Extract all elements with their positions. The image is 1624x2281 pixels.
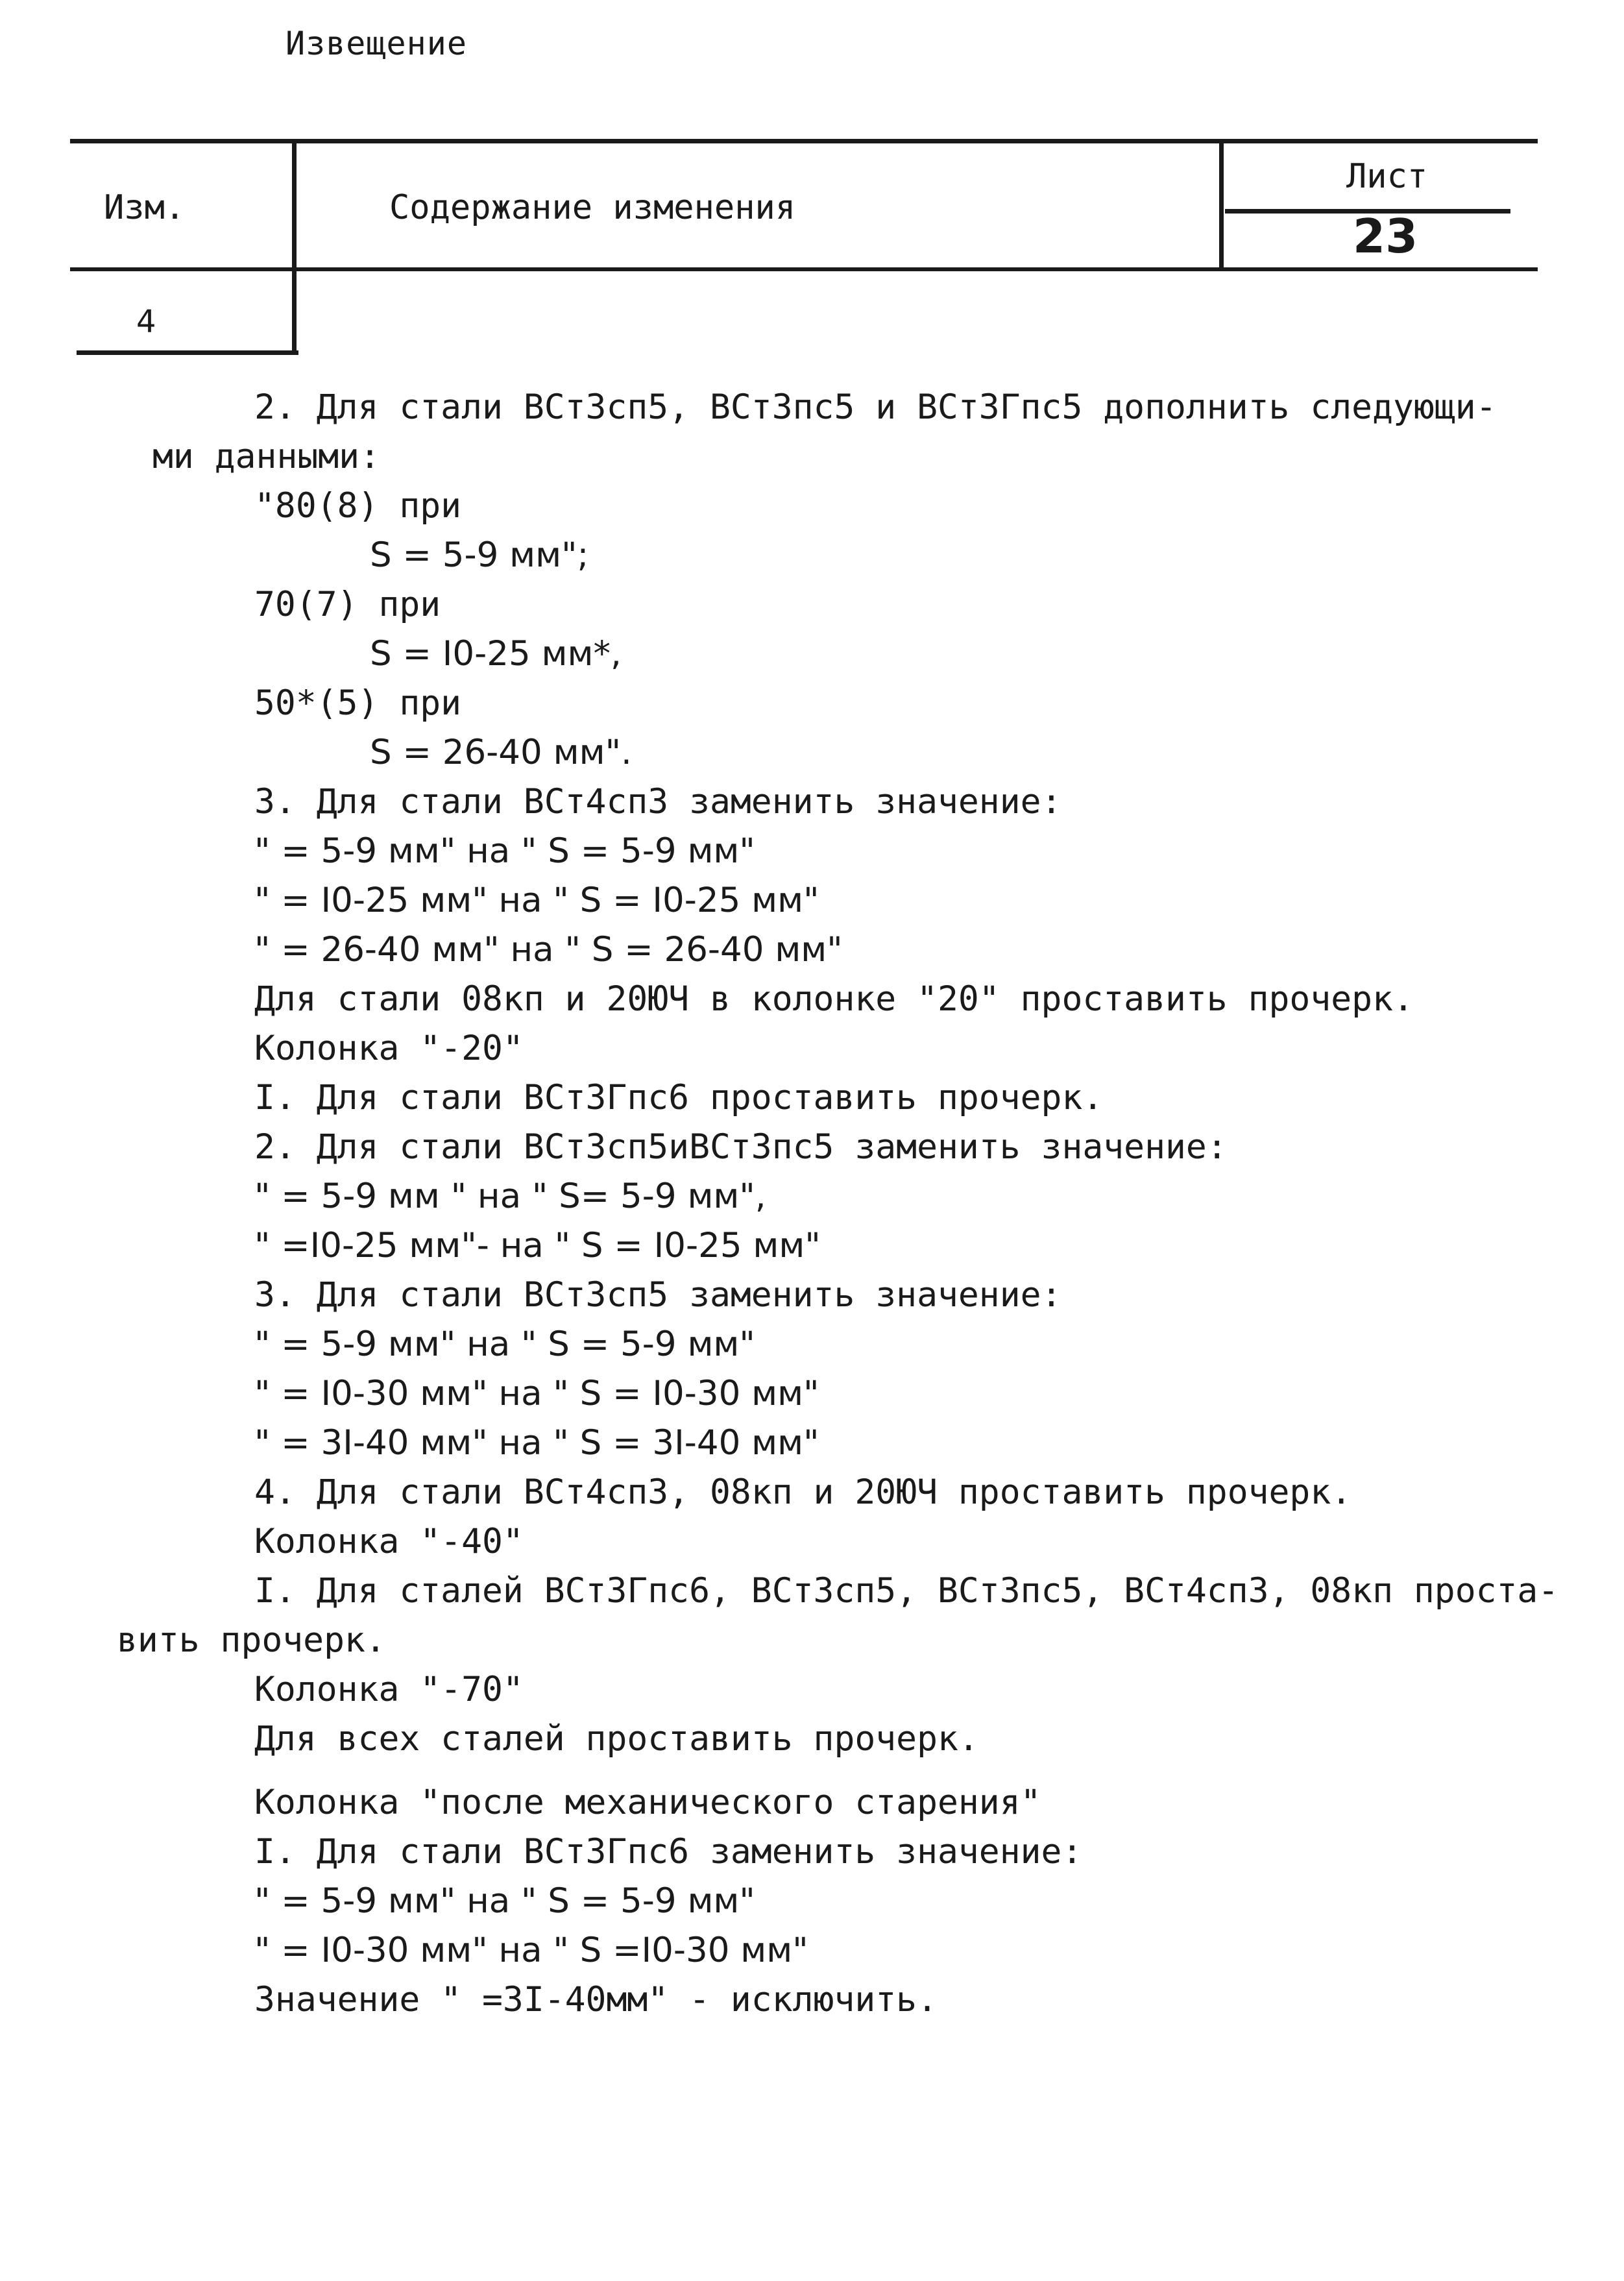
text-line: 3. Для стали ВСт4сп3 заменить значение: — [254, 782, 1062, 822]
text-line: 70(7) при — [254, 585, 441, 624]
text-line: " = I0-25 мм" на " S = I0-25 мм" — [254, 881, 819, 920]
text-line: I. Для стали ВСт3Гпс6 заменить значение: — [254, 1832, 1083, 1872]
text-line: 2. Для стали ВСт3сп5, ВСт3пс5 и ВСт3Гпс5 дополнить следующи- — [254, 387, 1497, 427]
text-line: Для стали 08кп и 20ЮЧ в колонке "20" проставить прочерк. — [254, 979, 1414, 1019]
text-line: I. Для стали ВСт3Гпс6 проставить прочерк. — [254, 1078, 1104, 1117]
text-line: Значение " =3I-40мм" - исключить. — [254, 1980, 938, 2019]
text-line: "80(8) при — [254, 486, 462, 526]
text-line: " = I0-30 мм" на " S = I0-30 мм" — [254, 1374, 819, 1413]
text-line: " =I0-25 мм"- на " S = I0-25 мм" — [254, 1226, 821, 1265]
text-line: Для всех сталей проставить прочерк. — [254, 1719, 979, 1759]
text-line: вить прочерк. — [117, 1620, 386, 1660]
text-line: S = 26-40 мм". — [370, 733, 632, 772]
sheet-number: 23 — [1353, 209, 1418, 263]
sheet-column-header: Лист — [1346, 157, 1428, 196]
text-line: S = I0-25 мм*, — [370, 634, 622, 674]
text-line: Колонка "после механического старения" — [254, 1783, 1041, 1822]
text-line: Колонка "-40" — [254, 1522, 524, 1561]
text-line: 4. Для стали ВСт4сп3, 08кп и 20ЮЧ проставить прочерк. — [254, 1472, 1352, 1512]
text-line: ми данными: — [152, 437, 380, 476]
text-line: " = 5-9 мм" на " S = 5-9 мм" — [254, 1324, 755, 1364]
text-line: 3. Для стали ВСт3сп5 заменить значение: — [254, 1275, 1062, 1315]
text-line: I. Для сталей ВСт3Гпс6, ВСт3сп5, ВСт3пс5, ВСт4сп3, 08кп проста- — [254, 1571, 1559, 1611]
rev-column-header: Изм. — [104, 188, 186, 227]
text-line: " = 5-9 мм " на " S= 5-9 мм", — [254, 1177, 766, 1216]
text-line: " = 3I-40 мм" на " S = 3I-40 мм" — [254, 1423, 819, 1463]
text-line: Колонка "-20" — [254, 1029, 524, 1068]
text-line: " = 26-40 мм" на " S = 26-40 мм" — [254, 930, 843, 970]
text-line: " = I0-30 мм" на " S =I0-30 мм" — [254, 1931, 808, 1970]
revision-number: 4 — [136, 304, 156, 340]
text-line: Колонка "-70" — [254, 1670, 524, 1709]
text-line: " = 5-9 мм" на " S = 5-9 мм" — [254, 831, 755, 871]
text-line: " = 5-9 мм" на " S = 5-9 мм" — [254, 1881, 755, 1921]
text-line: S = 5-9 мм"; — [370, 535, 589, 575]
text-line: 50*(5) при — [254, 683, 462, 723]
text-line: 2. Для стали ВСт3сп5иВСт3пс5 заменить значение: — [254, 1127, 1228, 1167]
document-title: Извещение — [285, 25, 467, 62]
content-column-header: Содержание изменения — [389, 188, 796, 227]
